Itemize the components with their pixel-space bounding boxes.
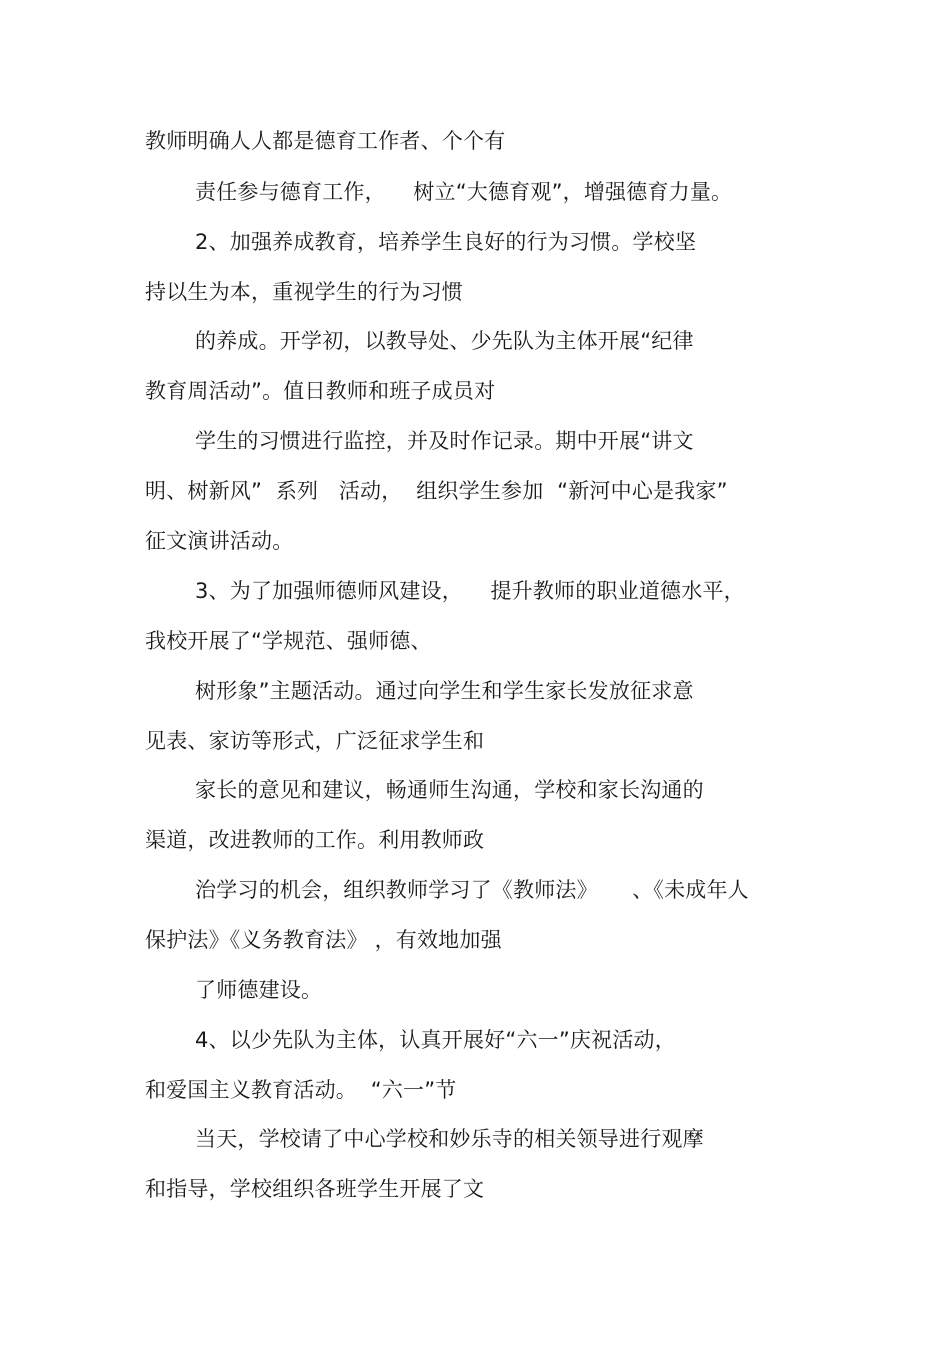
text-line: 教师明确人人都是德育工作者、个个有 [145,129,506,153]
text-line: 和指导，学校组织各班学生开展了文 [145,1177,485,1201]
text-line: 持以生为本，重视学生的行为习惯 [145,280,463,304]
text-line: 的养成。开学初，以教导处、少先队为主体开展“纪律 [195,329,694,353]
text-line: 征文演讲活动。 [145,529,294,553]
text-line: 家长的意见和建议，畅通师生沟通，学校和家长沟通的 [195,778,704,802]
text-line: 2、加强养成教育，培养学生良好的行为习惯。学校坚 [195,230,697,254]
text-line: 和爱国主义教育活动。 “六一”节 [145,1078,457,1102]
text-line: 学生的习惯进行监控，并及时作记录。期中开展“讲文 [195,429,694,453]
text-line: 树形象”主题活动。通过向学生和学生家长发放征求意 [195,679,694,703]
text-line: 保护法》《义务教育法》 ，有效地加强 [145,928,502,952]
text-line: 3、为了加强师德师风建设， 提升教师的职业道德水平， [195,579,745,603]
text-line: 我校开展了“学规范、强师德、 [145,629,432,653]
text-line: 了师德建设。 [195,978,323,1002]
text-line: 渠道，改进教师的工作。利用教师政 [145,828,485,852]
text-line: 教育周活动”。值日教师和班子成员对 [145,379,496,403]
text-line: 见表、家访等形式，广泛征求学生和 [145,729,485,753]
text-line: 当天，学校请了中心学校和妙乐寺的相关领导进行观摩 [195,1127,704,1151]
text-line: 治学习的机会，组织教师学习了《教师法》 、《未成年人 [195,878,749,902]
text-line: 责任参与德育工作， 树立“大德育观”，增强德育力量。 [195,180,733,204]
text-line: 明、树新风” 系列 活动， 组织学生参加 “新河中心是我家” [145,479,728,503]
text-line: 4、以少先队为主体，认真开展好“六一”庆祝活动， [195,1028,676,1052]
